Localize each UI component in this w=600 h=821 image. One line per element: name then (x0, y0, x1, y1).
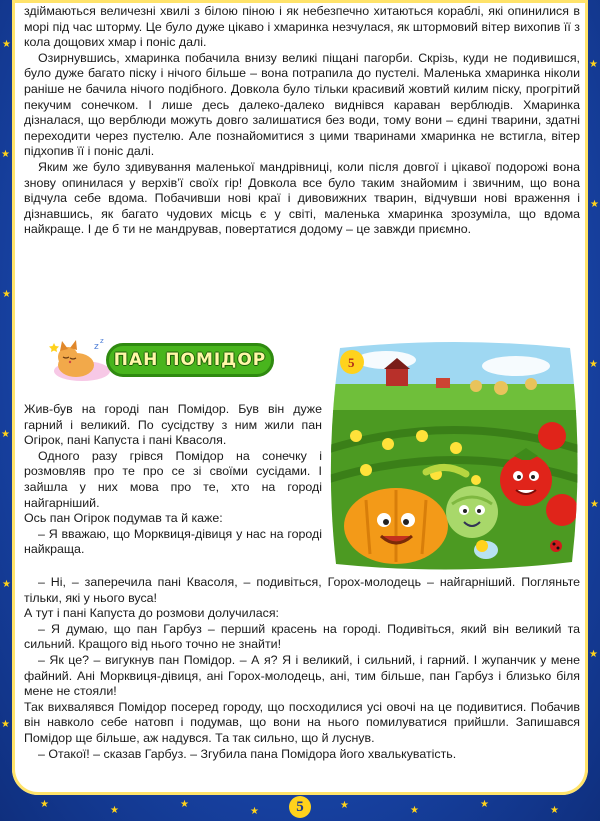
star-icon: ★ (1, 149, 10, 160)
star-icon: ★ (480, 799, 489, 810)
story-paragraph: – Я вважаю, що Морквиця-дівиця у нас на городі найкраща. (24, 526, 322, 557)
star-icon: ★ (589, 359, 598, 370)
story-title: ПАН ПОМІДОР (113, 350, 267, 370)
story-title-badge (48, 337, 278, 383)
story-paragraph: – Ні, – заперечила пані Квасоля, – подивіться, Горох-молодець – найгарніший. Погляньте тільки, які у нього вуса! (24, 575, 580, 605)
story-paragraph: А тут і пані Капуста до розмови долучилася: (24, 606, 279, 621)
star-icon: ★ (590, 499, 599, 510)
intro-paragraph: Яким же було здивування маленької мандрівниці, коли після довгої і цікавої подорожі вона знову опинилася у верхів’ї своїх гір! Довкола все було таким знайомим і звичним, що вона відчула себе вдома. Побачивши нові краї і дивовижних тварин, відчувши нові враження і дізнавшись, як багато чудових місць є у світі, маленька хмаринка зрозуміла, що вдома найкраще. І де б ти не мандрував, повертатися додому – це завжди приємно. (24, 159, 580, 237)
sleeping-kitten-icon (48, 337, 112, 383)
star-icon: ★ (180, 799, 189, 810)
star-icon: ★ (589, 59, 598, 70)
story-paragraph: Ось пан Огірок подумав та й каже: (24, 511, 223, 526)
star-icon: ★ (2, 289, 11, 300)
story-paragraph: Так вихвалявся Помідор посеред городу, що посходилися усі овочі на це подивитися. Побачив він навколо себе натовп і подумав, що вони на нього помилуватися прийшли. Запишався Помідор ще більше, аж надувся. Та так сильно, що й луснув. (24, 699, 580, 745)
story-paragraph: – Отакої! – сказав Гарбуз. – Згубила пана Помідора його хвалькуватість. (38, 746, 457, 761)
star-icon: ★ (550, 805, 559, 816)
svg-text:z: z (100, 337, 104, 345)
story-text-narrow (24, 402, 322, 558)
star-icon: ★ (2, 39, 11, 50)
star-icon: ★ (340, 800, 349, 811)
story-paragraph: Одного разу грівся Помідор на сонечку і розмовляв про те про се зі своїми сусідами. І зайшла у них мова про те, хто на городі найгарніший. (24, 448, 322, 510)
star-icon: ★ (410, 805, 419, 816)
star-icon: ★ (590, 199, 599, 210)
intro-paragraph: здіймаються величезні хвилі з білою піною і як небезпечно хитаються кораблі, які опинилися в морі під час шторму. Це було дуже цікаво і хмаринка незчулася, як штормовий вітер вихопив її з кола дощових хмар і поніс далі. (24, 4, 580, 50)
star-icon: ★ (110, 805, 119, 816)
svg-text:5: 5 (348, 355, 355, 370)
star-icon: ★ (2, 579, 11, 590)
star-icon: ★ (589, 649, 598, 660)
garden-vegetables-illustration (326, 340, 582, 572)
story-text-wide (24, 575, 580, 762)
intro-paragraph: Озирнувшись, хмаринка побачила внизу великі піщані пагорби. Скрізь, куди не подивишся, було дуже багато піску і нічого більше – вона потрапила до пустелі. Маленька хмаринка ніколи раніше не бачила нічого подібного. Довкола було тільки красивий жовтий килим піску, прогрітий пекучим сонечком. І лише десь далеко-далеко виднівся караван верблюдів. Хмаринка дізналася, що верблюди можуть довго залишатися без води, тому вони – єдині тварини, здатні переходити через пустелю. Але познайомитися з цими тваринами хмаринка не встигла, вітер підхопив її і поніс далі. (24, 50, 580, 159)
story-title-pill (106, 343, 274, 377)
star-icon: ★ (1, 719, 10, 730)
svg-text:z: z (94, 342, 99, 352)
intro-text (24, 4, 580, 238)
star-icon: ★ (250, 806, 259, 817)
star-icon: ★ (1, 429, 10, 440)
story-paragraph: – Я думаю, що пан Гарбуз – перший красень на городі. Подивіться, який він великий та сильний. Кращого від нього точно не знайти! (24, 621, 580, 652)
page-number: 5 (289, 796, 311, 818)
star-icon: ★ (40, 799, 49, 810)
story-paragraph: – Як це? – вигукнув пан Помідор. – А я? Я і великий, і сильний, і гарний. І жупанчик у мене файний. Ані Морквиця-дівиця, ані Горох-молодець, ані, тим більше, пан Гарбуз і близько біля мене не стояли! (24, 652, 580, 699)
story-paragraph: Жив-був на городі пан Помідор. Був він дуже гарний і великий. По сусідству з ним жили пан Огірок, пані Капуста і пані Квасоля. (24, 402, 322, 448)
